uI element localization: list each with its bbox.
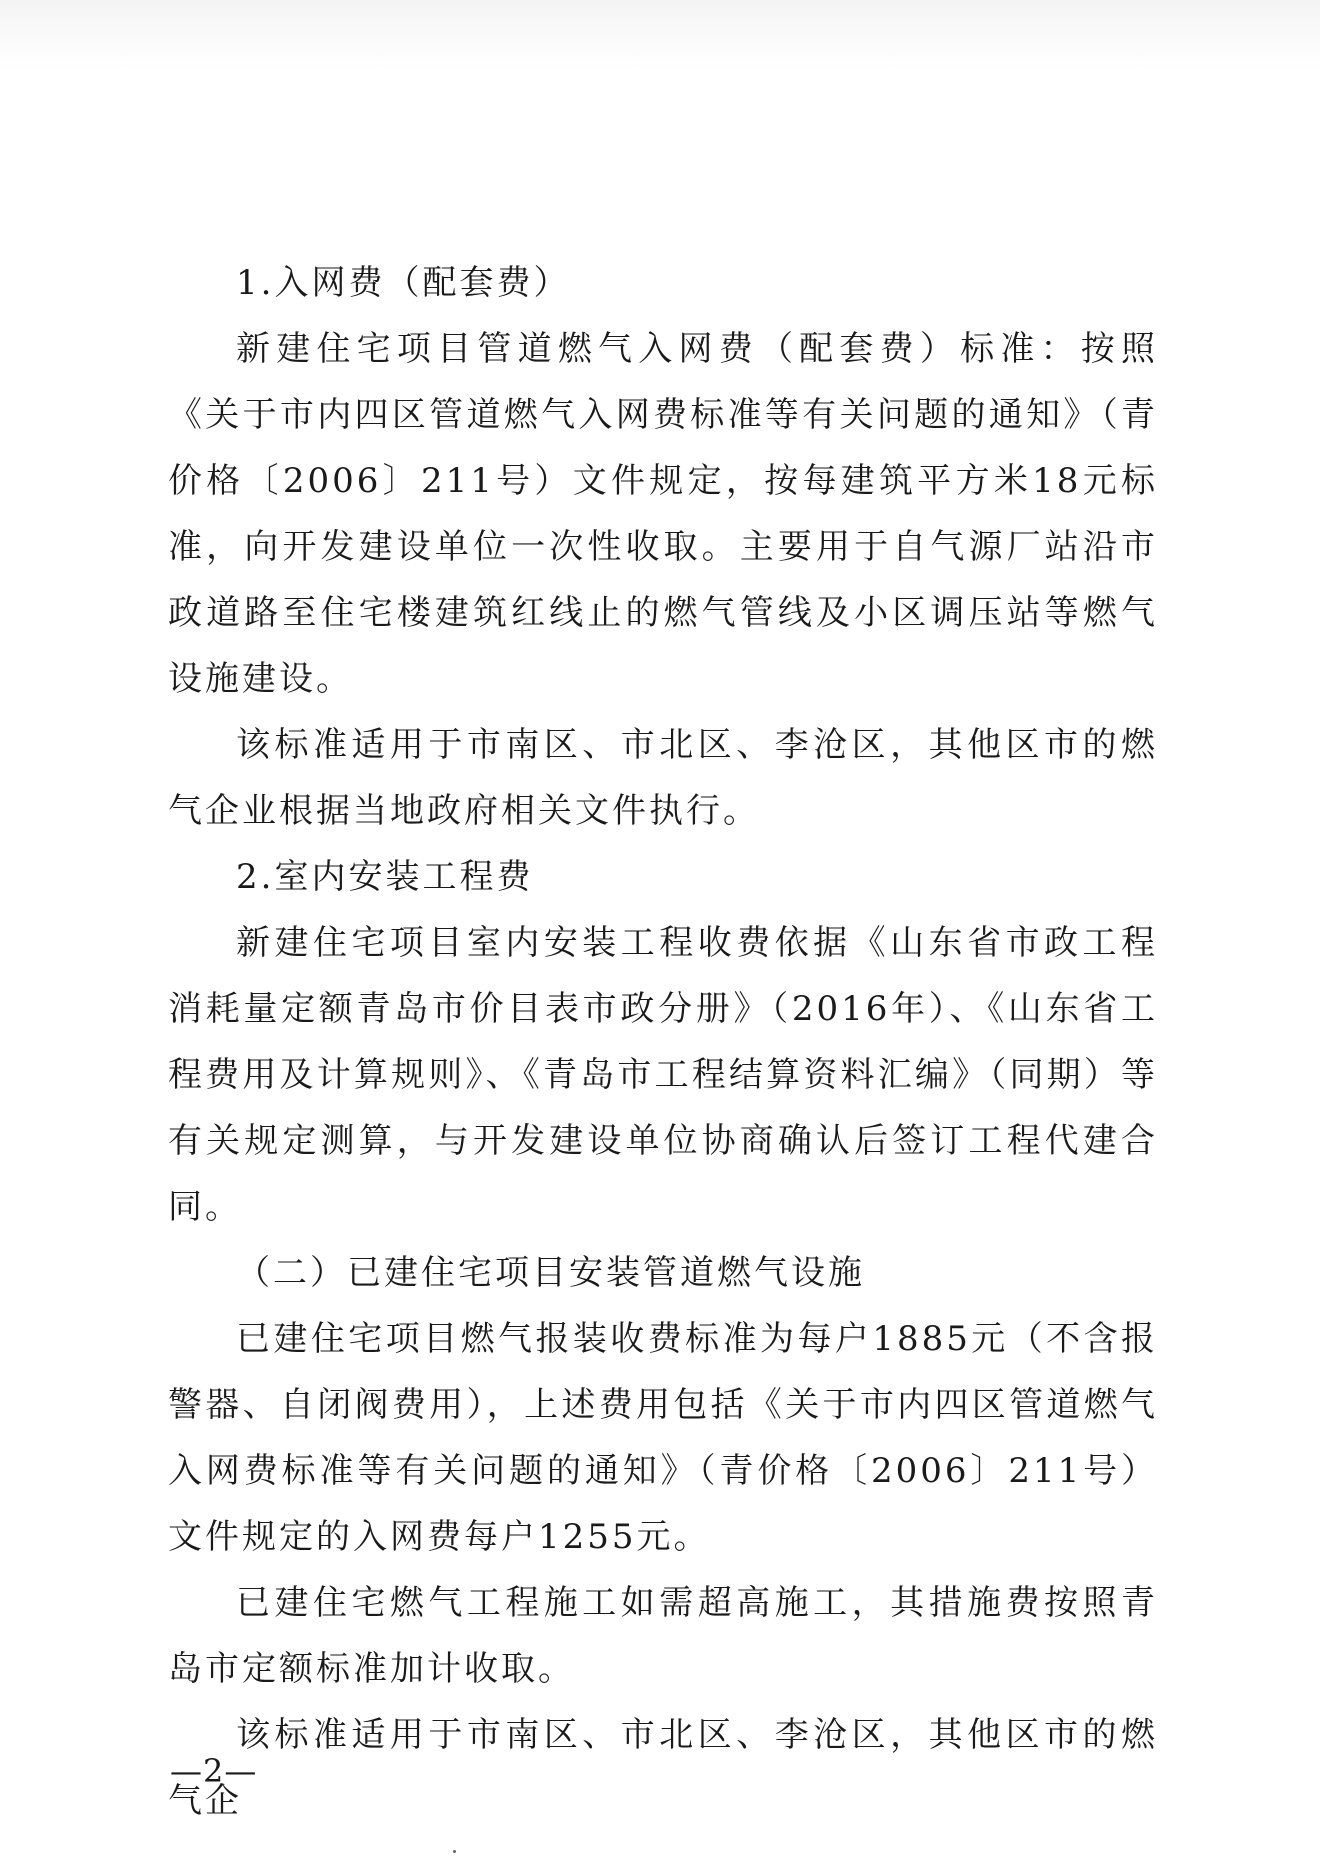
scan-edge (0, 0, 1320, 70)
section-heading-indoor-install: 2.室内安装工程费 (236, 857, 534, 897)
section-heading-entry-fee: 1.入网费（配套费） (236, 263, 571, 303)
page-number: —2— (170, 1752, 258, 1790)
paragraph-indoor-install: 新建住宅项目室内安装工程收费依据《山东省市政工程消耗量定额青岛市价目表市政分册》（2016年）、《山东省工程费用及计算规则》、《青岛市工程结算资料汇编》（同期）等有关规定测算，与开发建设单位协商确认后签订工程代建合同。 (168, 923, 1158, 1227)
paragraph-existing-scope: 该标准适用于市南区、市北区、李沧区，其他区市的燃气企 (168, 1715, 1158, 1821)
paragraph-existing-high-rise: 已建住宅燃气工程施工如需超高施工，其措施费按照青岛市定额标准加计收取。 (168, 1583, 1158, 1689)
paragraph-entry-fee-scope: 该标准适用于市南区、市北区、李沧区，其他区市的燃气企业根据当地政府相关文件执行。 (168, 725, 1158, 831)
section-heading-existing-residential: （二）已建住宅项目安装管道燃气设施 (236, 1253, 865, 1293)
document-body (168, 250, 1158, 1834)
paragraph-existing-fee-standard: 已建住宅项目燃气报装收费标准为每户1885元（不含报警器、自闭阀费用），上述费用包括《关于市内四区管道燃气入网费标准等有关问题的通知》（青价格〔2006〕211号）文件规定的入网费每户1255元。 (168, 1319, 1158, 1557)
paragraph-entry-fee-standard: 新建住宅项目管道燃气入网费（配套费）标准：按照《关于市内四区管道燃气入网费标准等有关问题的通知》（青价格〔2006〕211号）文件规定，按每建筑平方米18元标准，向开发建设单位一次性收取。主要用于自气源厂站沿市政道路至住宅楼建筑红线止的燃气管线及小区调压站等燃气设施建设。 (168, 329, 1158, 699)
scan-speck (453, 1850, 456, 1853)
